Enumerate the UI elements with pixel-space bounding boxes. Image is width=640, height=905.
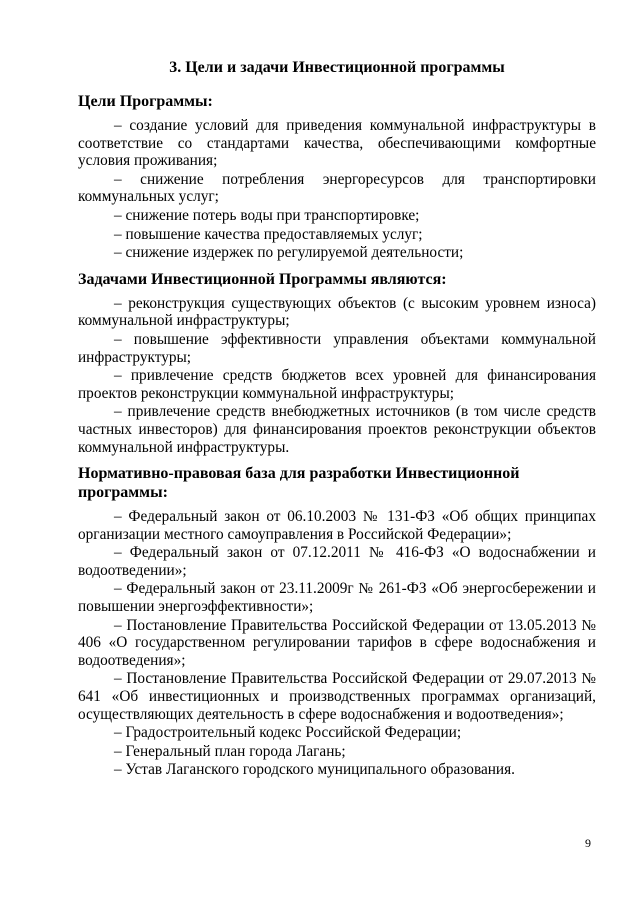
section-heading-legal-basis: Нормативно-правовая база для разработки Инвестиционной программы: (78, 465, 520, 502)
list-item: – снижение потребления энергоресурсов для транспортировки коммунальных услуг; (78, 170, 596, 206)
list-item: – снижение потерь воды при транспортировке; (114, 206, 420, 224)
list-item: – повышение эффективности управления объектами коммунальной инфраструктуры; (78, 330, 596, 366)
list-item: – Градостроительный кодекс Российской Федерации; (114, 724, 462, 742)
page-title: 3. Цели и задачи Инвестиционной программы (169, 59, 505, 76)
section-heading-goals: Цели Программы: (78, 93, 213, 110)
legal-basis-list (78, 508, 596, 779)
list-item: – повышение качества предоставляемых услуг; (114, 225, 423, 243)
goals-list (78, 117, 596, 262)
tasks-list (78, 295, 596, 456)
list-item: – Федеральный закон от 23.11.2009г № 261-ФЗ «Об энергосбережении и повышении энергоэффективности»; (78, 580, 596, 616)
list-item: – Генеральный план города Лагань; (114, 742, 346, 760)
list-item: – Федеральный закон от 06.10.2003 № 131-ФЗ «Об общих принципах организации местного самоуправления в Российской Федерации»; (78, 508, 596, 543)
list-item: – Постановление Правительства Российской Федерации от 29.07.2013 № 641 «Об инвестиционных и производственных программах организаций, осуществляющих деятельность в сфере водоснабжения и водоотведения»; (78, 670, 596, 723)
page-content (78, 58, 596, 787)
section-heading-tasks: Задачами Инвестиционной Программы являются: (78, 270, 447, 288)
page-number: 9 (585, 836, 591, 850)
list-item: – Федеральный закон от 07.12.2011 № 416-ФЗ «О водоснабжении и водоотведении»; (78, 544, 596, 579)
list-item: – создание условий для приведения коммунальной инфраструктуры в соответствие со стандартами качества, обеспечивающими комфортные условия проживания; (78, 117, 596, 170)
list-item: – снижение издержек по регулируемой деятельности; (114, 244, 464, 262)
list-item: – Постановление Правительства Российской Федерации от 13.05.2013 № 406 «О государственном регулировании тарифов в сфере водоснабжения и водоотведения»; (78, 616, 596, 669)
list-item: – реконструкция существующих объектов (с высоким уровнем износа) коммунальной инфраструктуры; (78, 294, 596, 330)
list-item: – привлечение средств внебюджетных источников (в том числе средств частных инвесторов) для финансирования проектов реконструкции объектов коммунальной инфраструктуры. (78, 403, 596, 456)
list-item: – Устав Лаганского городского муниципального образования. (114, 761, 515, 779)
list-item: – привлечение средств бюджетов всех уровней для финансирования проектов реконструкции коммунальной инфраструктуры; (78, 367, 596, 402)
